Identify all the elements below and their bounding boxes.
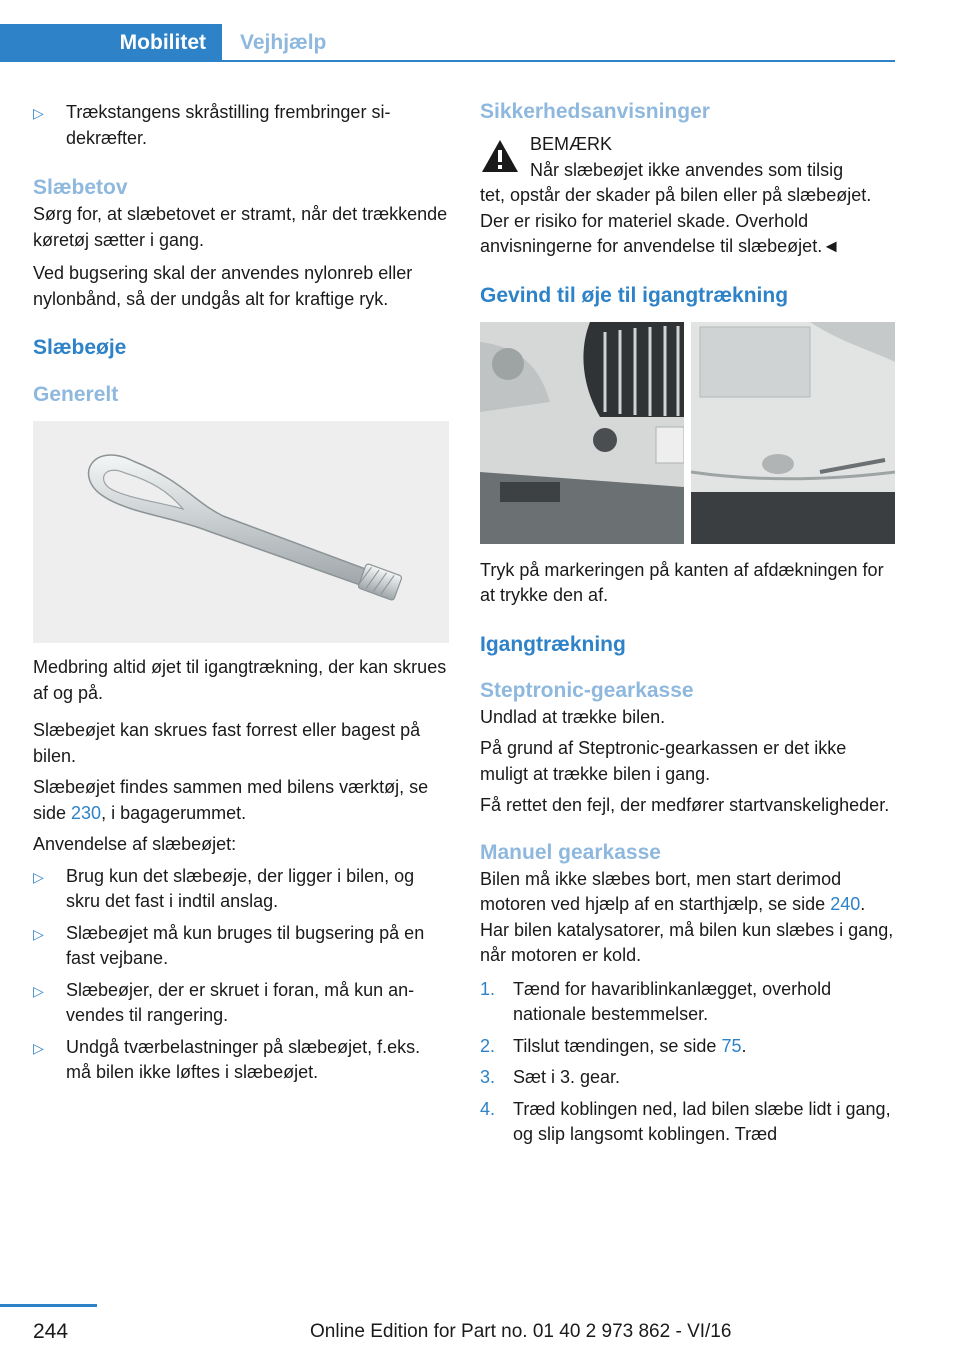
- usage-list: [33, 864, 449, 1086]
- list-item: 1. Tænd for havariblinkanlægget, overhold nationale bestemmelser.: [480, 977, 896, 1028]
- bullet-triangle-icon: ▷: [33, 1039, 44, 1056]
- bumper-illustration: [480, 322, 895, 544]
- note-text: tet, opstår der skader på bilen eller på slæbeøjet. Der er risiko for materiel skade. Overhold anvisningerne for anvendelse til slæbeøjet.◄: [480, 185, 872, 256]
- warning-triangle-icon: [480, 138, 520, 174]
- section-heading-thread: Gevind til øje til igangtrækning: [480, 283, 789, 307]
- list-item: 3. Sæt i 3. gear.: [480, 1065, 896, 1091]
- section-heading-igangtraekning: Igangtrækning: [480, 632, 626, 656]
- paragraph: På grund af Steptronic-gearkassen er det ikke muligt at trække bilen i gang.: [480, 738, 847, 784]
- section-heading-slaebeoje: Slæbeøje: [33, 336, 127, 359]
- step-number: 2.: [480, 1035, 496, 1056]
- footer-rule: [0, 1304, 97, 1307]
- tow-eye-illustration: [33, 421, 449, 643]
- bullet-text: Trækstangens skråstilling frembringer sidekræfter.: [66, 102, 391, 148]
- bullet-triangle-icon: ▷: [33, 868, 44, 885]
- paragraph: Sørg for, at slæbetovet er stramt, når det trækkende køretøj sætter i gang.: [33, 204, 448, 250]
- note-first-line: Når slæbeøjet ikke anvendes som tilsig: [530, 159, 844, 180]
- tab-vejhjaelp[interactable]: Vejhjælp: [240, 30, 327, 54]
- paragraph: Anvendelse af slæbeøjet:: [33, 834, 237, 854]
- page-number: 244: [33, 1320, 69, 1343]
- image-caption: Tryk på markeringen på kanten af afdækningen for at trykke den af.: [480, 559, 884, 605]
- left-column: [33, 100, 449, 1086]
- page-link-240[interactable]: 240: [830, 894, 861, 914]
- list-item: [33, 100, 449, 151]
- list-item: 4. Træd koblingen ned, lad bilen slæbe lidt i gang, og slip langsomt koblingen. Træd: [480, 1097, 896, 1148]
- caution-note: [480, 132, 896, 260]
- bullet-triangle-icon: ▷: [33, 925, 44, 942]
- step-number: 1.: [480, 978, 496, 999]
- bullet-triangle-icon: ▷: [33, 982, 44, 999]
- steps-list: [480, 977, 896, 1148]
- list-item: ▷ Slæbeøjer, der er skruet i foran, må kun anvendes til rangering.: [33, 978, 449, 1029]
- section-heading-steptronic: Steptronic-gearkasse: [480, 678, 694, 702]
- section-heading-manual: Manuel gearkasse: [480, 840, 661, 864]
- edition-text: Online Edition for Part no. 01 40 2 973 862 - VI/16: [310, 1321, 732, 1342]
- image-caption: Medbring altid øjet til igangtrækning, der kan skrues af og på.: [33, 657, 447, 703]
- page-header: [0, 24, 895, 62]
- list-item: ▷ Undgå tværbelastninger på slæbeøjet, f.eks. må bilen ikke løftes i slæbeøjet.: [33, 1035, 449, 1086]
- paragraph: Ved bugsering skal der anvendes nylonreb eller nylonbånd, så der undgås alt for kraftige ryk.: [33, 263, 413, 309]
- step-number: 4.: [480, 1098, 496, 1119]
- section-heading-slaebetov: Slæbetov: [33, 176, 128, 199]
- paragraph: Slæbeøjet findes sammen med bilens værktøj, se side 230, i bagagerummet.: [33, 777, 429, 823]
- paragraph: Bilen må ikke slæbes bort, men start derimod motoren ved hjælp af en starthjælp, se side 240. Har bilen katalysatorer, må bilen kun slæbes i gang, når motoren er kold.: [480, 868, 894, 965]
- tow-eye-image: [33, 421, 449, 643]
- list-item: ▷ Brug kun det slæbeøje, der ligger i bilen, og skru det fast i indtil anslag.: [33, 864, 449, 915]
- header-rule: [0, 60, 895, 62]
- thread-images: [480, 322, 895, 544]
- section-heading-safety: Sikkerhedsanvisninger: [480, 100, 710, 123]
- list-item: ▷ Slæbeøjet må kun bruges til bugsering på en fast vejbane.: [33, 921, 449, 972]
- page-link-75[interactable]: 75: [721, 1035, 742, 1056]
- paragraph: Undlad at trække bilen.: [480, 706, 666, 727]
- page-link-230[interactable]: 230: [71, 802, 102, 823]
- paragraph: Slæbeøjet kan skrues fast forrest eller bagest på bilen.: [33, 720, 421, 766]
- bullet-triangle-icon: ▷: [33, 105, 44, 121]
- step-number: 3.: [480, 1067, 496, 1087]
- right-column: [480, 100, 896, 1148]
- paragraph: Få rettet den fejl, der medfører startvanskeligheder.: [480, 795, 890, 815]
- tab-mobilitet[interactable]: Mobilitet: [0, 24, 222, 61]
- section-heading-generelt: Generelt: [33, 383, 119, 406]
- list-item: 2. Tilslut tændingen, se side 75.: [480, 1034, 896, 1060]
- note-label: BEMÆRK: [530, 134, 613, 154]
